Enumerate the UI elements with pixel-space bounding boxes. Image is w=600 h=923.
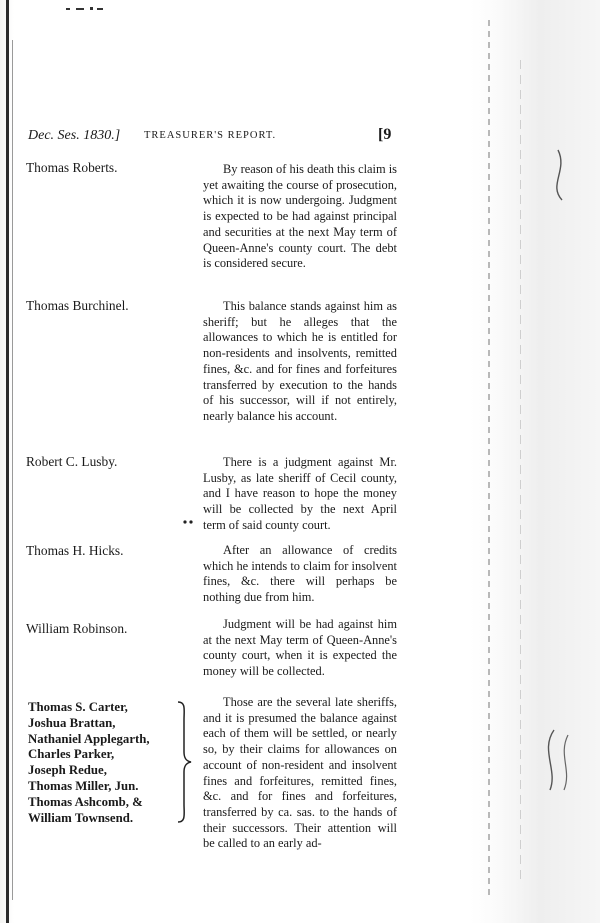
- running-header: [28, 128, 408, 148]
- binding-edge: [6, 0, 9, 923]
- binding-shadow: [12, 40, 13, 900]
- entry-name: William Robinson.: [26, 621, 128, 636]
- ink-speck-marks: [66, 4, 106, 14]
- sheriff-name: Thomas S. Carter,: [28, 700, 128, 714]
- sheriff-name: Nathaniel Applegarth,: [28, 731, 150, 746]
- entry-name: Robert C. Lusby.: [26, 454, 118, 469]
- sheriff-name-list: [28, 700, 188, 826]
- entry-name: Thomas Burchinel.: [26, 298, 129, 313]
- entry-text: After an allowance of credits which he intends to claim for insolvent fines, &c. there will perhaps be nothing due from him.: [203, 543, 397, 605]
- entry-text: Judgment will be had against him at the next May term of Queen-Anne's county court, when it is expected the money will be collected.: [203, 617, 397, 679]
- margin-ink-marks: [528, 130, 578, 830]
- page-edge-bleed-faint: [520, 60, 521, 880]
- header-page-mark: [9: [378, 126, 392, 143]
- entry-name: Thomas H. Hicks.: [26, 543, 124, 558]
- header-title: TREASURER'S REPORT.: [144, 130, 277, 141]
- entry-text: This balance stands against him as sheriff; but he alleges that the allowances to which he is entitled for non-residents and insolvents, remitted fines, &c. and for fines and forfeitures transferred by execution to the hands of his successor, will if not entirely, nearly balance his account.: [203, 299, 397, 423]
- curly-brace: [174, 700, 194, 824]
- group-text: Those are the several late sheriffs, and it is presumed the balance against each of them will be settled, or nearly so, by their claims for allowances on account of non-resident and insolvent fines and forfeitures, remitted fines, &c. and for fines and forfeitures, transferred by ca. sas. to the hands of their successors. Their attention will be called to an early ad-: [203, 695, 397, 851]
- entry-text: By reason of his death this claim is yet awaiting the course of prosecution, which it is now undergoing. Judgment is expected to be had against principal and securities at the next May term of Queen-Anne's county court. The debt is considered secure.: [203, 162, 397, 271]
- sheriff-name: Thomas Ashcomb, &: [28, 794, 143, 809]
- sheriff-name: Charles Parker,: [28, 747, 115, 762]
- entry-name: Thomas Roberts.: [26, 160, 118, 175]
- entry-text: There is a judgment against Mr. Lusby, as late sheriff of Cecil county, and I have reason to hope the money will be collected by the next April term of said county court.: [203, 455, 397, 532]
- sheriff-name: William Townsend.: [28, 810, 134, 825]
- ink-dots: [182, 518, 194, 526]
- sheriff-name: Joseph Redue,: [28, 763, 107, 778]
- sheriff-name: Joshua Brattan,: [28, 715, 116, 730]
- header-date: Dec. Ses. 1830.]: [28, 128, 121, 143]
- sheriff-name: Thomas Miller, Jun.: [28, 778, 139, 793]
- page-edge-bleed: [488, 20, 490, 900]
